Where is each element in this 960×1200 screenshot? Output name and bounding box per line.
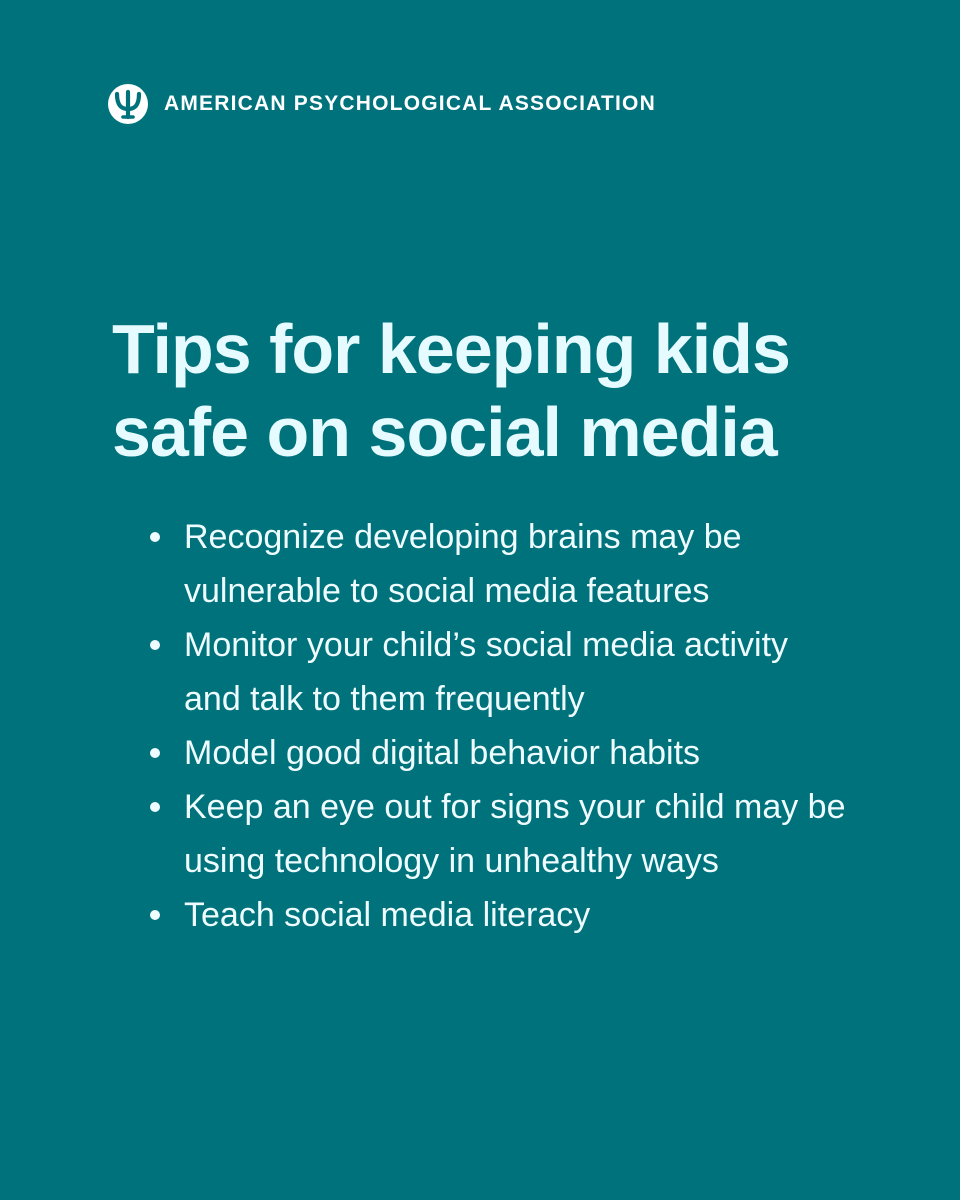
brand-header — [108, 84, 656, 124]
tip-text: Recognize developing brains may be vulnerable to social media features — [184, 518, 742, 610]
tip-text: Monitor your child’s social media activity and talk to them frequently — [184, 626, 789, 718]
page-title — [112, 308, 912, 474]
tip-text: Model good digital behavior habits — [184, 734, 701, 772]
apa-psi-logo-icon — [108, 84, 148, 124]
brand-name: AMERICAN PSYCHOLOGICAL ASSOCIATION — [164, 92, 656, 115]
bullet-icon — [150, 748, 160, 758]
list-item — [150, 780, 850, 888]
tips-list — [150, 510, 850, 942]
page-title-line-2: safe on social media — [112, 393, 777, 471]
list-item — [150, 510, 850, 618]
page-title-line-1: Tips for keeping kids — [112, 310, 790, 388]
bullet-icon — [150, 802, 160, 812]
list-item — [150, 888, 850, 942]
list-item — [150, 618, 850, 726]
tip-text: Keep an eye out for signs your child may be using technology in unhealthy ways — [184, 788, 846, 880]
tip-text: Teach social media literacy — [184, 896, 591, 934]
bullet-icon — [150, 532, 160, 542]
list-item — [150, 726, 850, 780]
bullet-icon — [150, 640, 160, 650]
bullet-icon — [150, 910, 160, 920]
